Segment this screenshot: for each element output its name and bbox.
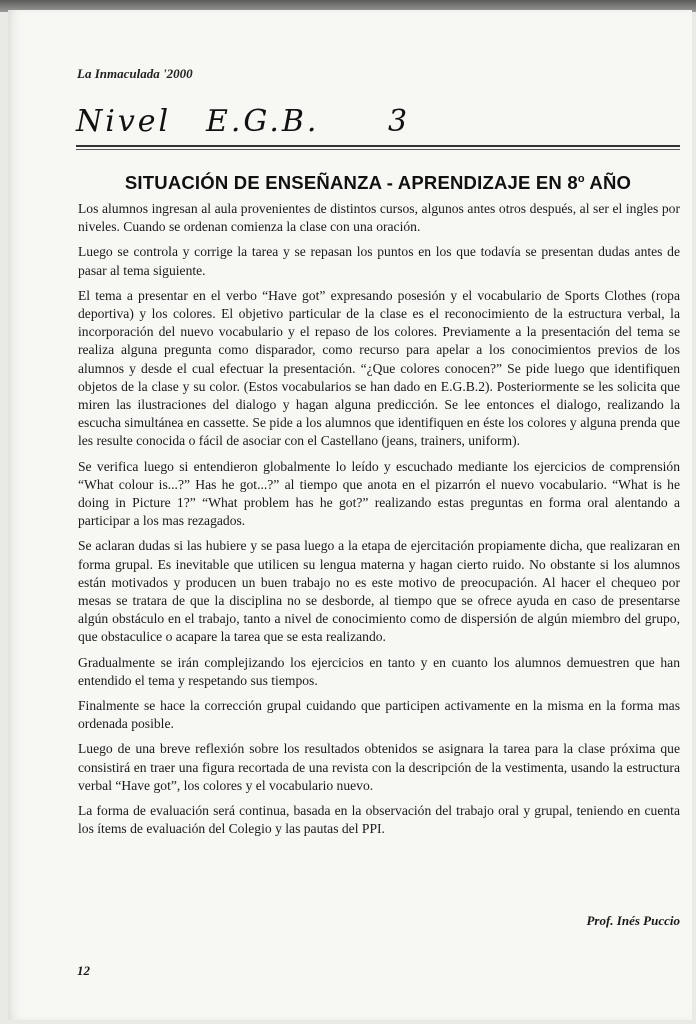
author-signature: Prof. Inés Puccio [586,913,680,928]
title-tail: AÑO [584,172,632,193]
paragraph: Gradualmente se irán complejizando los ejercicios en tanto y en cuanto los alumnos demuestren que han entendido el tema y respetando sus tiempos. [78,654,680,688]
paragraph: Se aclaran dudas si las hubiere y se pasa luego a la etapa de ejercitación propiamente dicha, que realizaran en forma grupal. Es inevitable que utilicen su lengua materna y hagan cierto ruido. No obstante si los alumnos están motivados y producen un buen trabajo no es este motivo de preocupación. Al hacer el chequeo por mesas se tratara de que la disciplina no se desborde, al tiempo que se ofrece ayuda en caso de presentarse algún obstáculo en el trabajo, tanto a nivel de conocimiento como de dispersión de algún miembro del grupo, que obstaculice o acapare la tarea que se esta realizando. [78,538,680,645]
section-number: 3 [388,104,411,139]
header-rule [76,145,680,147]
paragraph: El tema a presentar en el verbo “Have got” expresando posesión y el vocabulario de Sports Clothes (ropa deportiva) y los colores. El objetivo particular de la clase es el reconocimiento de la estructura verbal, la incorporación del nuevo vocabulario y el repaso de los colores. Previamente a la presentación del tema se realiza alguna pregunta como disparador, como recurso para apelar a los conocimientos previos de los alumnos y desde el cual efectuar la presentación. “¿Que colores conocen?” Se pide luego que identifiquen objetos de la clase y su color. (Estos vocabularios se han dado en E.G.B.2). Posteriormente se les solicita que miren las ilustraciones del dialogo y hagan alguna predicción. Se lee entonces el dialogo, realizando la escucha simultánea en cassette. Se pide a los alumnos que identifiquen en éste los colores y alguna prenda que les resulte conocida o fácil de asociar con el Castellano (jeans, trainers, uniform). [78,287,680,449]
page-number: 12 [77,963,90,978]
title-superscript: o [577,172,585,185]
section-word: Nivel [76,104,172,139]
article-title [76,172,680,194]
section-level: E.G.B. [206,104,320,139]
article-body [78,200,680,846]
paragraph: Los alumnos ingresan al aula provenientes de distintos cursos, algunos antes otros después, al ser el ingles por niveles. Cuando se ordenan comienza la clase con una oración. [78,201,680,235]
section-heading [76,104,676,144]
running-head: La Inmaculada '2000 [77,66,193,81]
paragraph: Finalmente se hace la corrección grupal cuidando que participen activamente en la misma en la forma mas ordenada posible. [78,698,680,732]
paragraph: Luego se controla y corrige la tarea y se repasan los puntos en los que todavía se presentan dudas antes de pasar al tema siguiente. [78,244,680,278]
paragraph: Luego de una breve reflexión sobre los resultados obtenidos se asignara la tarea para la clase próxima que consistirá en traer una figura recortada de una revista con la descripción de la vestimenta, usando la estructura verbal “Have got”, los colores y el vocabulario nuevo. [78,741,680,793]
header-rule-thin [76,149,680,150]
paragraph: La forma de evaluación será continua, basada en la observación del trabajo oral y grupal, teniendo en cuenta los ítems de evaluación del Colegio y las pautas del PPI. [78,803,680,837]
paragraph: Se verifica luego si entendieron globalmente lo leído y escuchado mediante los ejercicios de comprensión “What colour is...?” Has he got...?” al tiempo que anota en el pizarrón el nuevo vocabulario. “What is he doing in Picture 1?” “What problem has he got?” realizando estas preguntas en forma oral alentando a participar a los mas rezagados. [78,458,680,529]
title-main: SITUACIÓN DE ENSEÑANZA - APRENDIZAJE EN 8 [124,172,578,193]
